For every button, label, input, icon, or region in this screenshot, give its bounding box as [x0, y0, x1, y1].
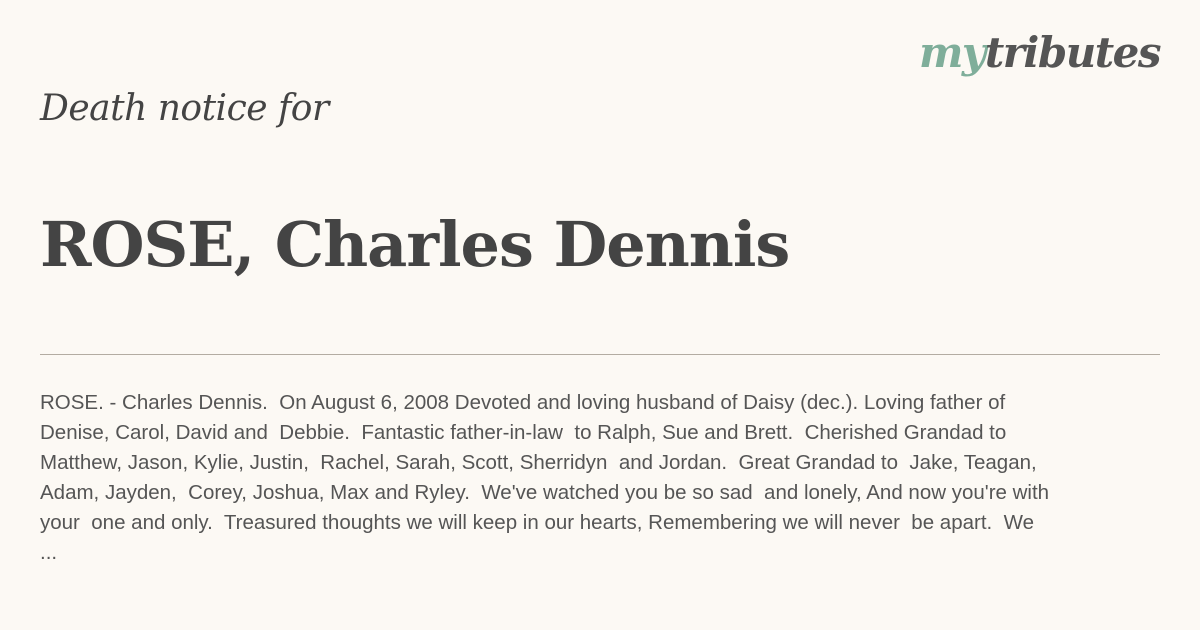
logo-tributes: tributes [984, 28, 1160, 77]
deceased-name: ROSE, Charles Dennis [40, 208, 790, 281]
divider [40, 354, 1160, 355]
mytributes-logo[interactable] [919, 30, 1160, 76]
logo-my: my [918, 28, 985, 77]
notice-label: Death notice for [40, 88, 329, 129]
notice-body-text: ROSE. - Charles Dennis. On August 6, 2008 Devoted and loving husband of Daisy (dec.). Loving father of Denise, Carol, David and Debbie. Fantastic father-in-law to Ralph, Sue and Brett. Cherished Grandad to Matthew, Jason, Kylie, Justin, Rachel, Sarah, Scott, Sherridyn and Jordan. Great Grandad to Jake, Teagan, Adam, Jayden, Corey, Joshua, Max and Ryley. We've watched you be so sad and lonely, And now you're with your one and only. Treasured thoughts we will keep in our hearts, Remembering we will never be apart. We ... [40, 391, 1050, 564]
